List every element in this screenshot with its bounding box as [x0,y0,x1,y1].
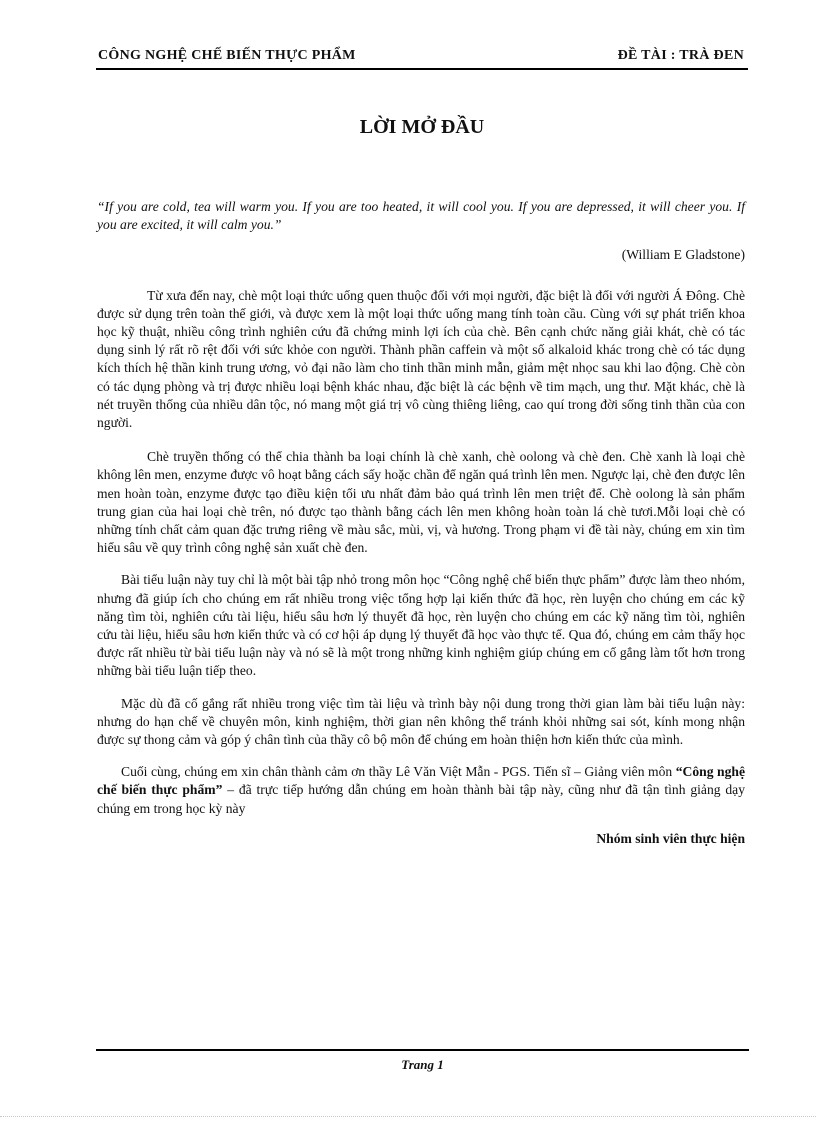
thanks-text-end: – đã trực tiếp hướng dẫn chúng em hoàn thành bài tập này, cũng như đã tận tình giảng dạy chúng em trong học kỳ này [97,782,745,816]
signature: Nhóm sinh viên thực hiện [596,830,745,846]
paragraph-intro: Từ xưa đến nay, chè một loại thức uống quen thuộc đối với mọi người, đặc biệt là đối với người Á Đông. Chè được sử dụng trên toàn thế giới, và được xem là một loại thức uống mang tính toàn cầu. Cùng với sự phát triển khoa học kỹ thuật, nhiều công trình nghiên cứu đã chứng minh lợi ích của chè. Bên cạnh chức năng giải khát, chè có tác dụng sinh lý rất rõ rệt đối với sức khỏe con người. Thành phần caffein và một số alkaloid khác trong chè có tác dụng kích thích hệ thần kinh trung ương, vỏ đại não làm cho tinh thần minh mẫn, giảm mệt nhọc sau khi lao động. Chè còn có tác dụng phòng và trị được nhiều loại bệnh khác nhau, đặc biệt là các bệnh về tim mạch, ung thư. Mặt khác, chè là nét truyền thống của nhiều dân tộc, nó mang một giá trị vô cùng thiêng liêng, cao quí trong đời sống tinh thần của con người. [97,287,745,431]
paragraph-essay-purpose: Bài tiểu luận này tuy chỉ là một bài tập nhỏ trong môn học “Công nghệ chế biến thực phẩm” được làm theo nhóm, nhưng đã giúp ích cho chúng em rất nhiều trong việc tổng hợp lại kiến thức đã học, rèn luyện cho chúng em các kỹ năng tìm tòi, nghiên cứu tài liệu, hiểu sâu hơn lý thuyết đã học, rèn luyện cho chúng em các kỹ năng tìm tòi, nghiên cứu tài liệu, hiểu sâu hơn kiến thức và có cơ hội áp dụng lý thuyết đã học vào thực tế. Qua đó, chúng em cảm thấy học được rất nhiều từ bài tiểu luận này và nó sẽ là một trong những kinh nghiệm giúp chúng em cố gắng làm tốt hơn trong những bài tiểu luận tiếp theo. [97,572,745,679]
page-number: Trang 1 [401,1057,444,1072]
paragraph-thanks [97,763,745,818]
course-name: “Công nghệ chế biến thực phẩm” [97,764,745,798]
header-subject: CÔNG NGHỆ CHẾ BIẾN THỰC PHẨM [98,48,356,63]
epigraph-quote: “If you are cold, tea will warm you. If you are too heated, it will cool you. If you are depressed, it will cheer you. If you are excited, it will calm you.” [97,199,745,233]
header-topic: ĐỀ TÀI : TRÀ ĐEN [617,48,744,63]
footer-rule [96,1049,749,1051]
document-body [97,198,745,862]
page-break-line [0,1116,816,1117]
page-title: LỜI MỞ ĐẦU [359,116,485,138]
paragraph-tea-types: Chè truyền thống có thể chia thành ba loại chính là chè xanh, chè oolong và chè đen. Chè xanh là loại chè không lên men, enzyme được vô hoạt bằng cách sấy hoặc chần để ngăn quá trình lên men. Ngược lại, chè đen được lên men hoàn toàn, enzyme được tạo điều kiện tối ưu nhất đảm bảo quá trình lên men triệt để. Chè oolong là sản phẩm trung gian của hai loại chè trên, nó được tạo thành bằng cách lên men không hoàn toàn lá chè tươi.Mỗi loại chè có những tính chất cảm quan đặc trưng riêng về màu sắc, mùi, vị, và hương. Trong phạm vi đề tài này, chúng em xin tìm hiểu sâu về quy trình công nghệ sản xuất chè đen. [97,449,745,556]
page-header [98,48,758,68]
epigraph-author: (William E Gladstone) [621,247,745,263]
paragraph-apology: Mặc dù đã cố gắng rất nhiều trong việc tìm tài liệu và trình bày nội dung trong thời gian làm bài tiểu luận này: nhưng do hạn chế về chuyên môn, kinh nghiệm, thời gian nên không thể tránh khỏi những sai sót, kính mong nhận được sự thong cảm và góp ý chân tình của thầy cô bộ môn để chúng em hoàn thiện hơn kiến thức của mình. [97,695,745,748]
header-rule [96,68,748,70]
thanks-text-start: Cuối cùng, chúng em xin chân thành cảm ơn thầy Lê Văn Việt Mẫn - PGS. Tiến sĩ – Giảng viên môn [121,764,676,780]
